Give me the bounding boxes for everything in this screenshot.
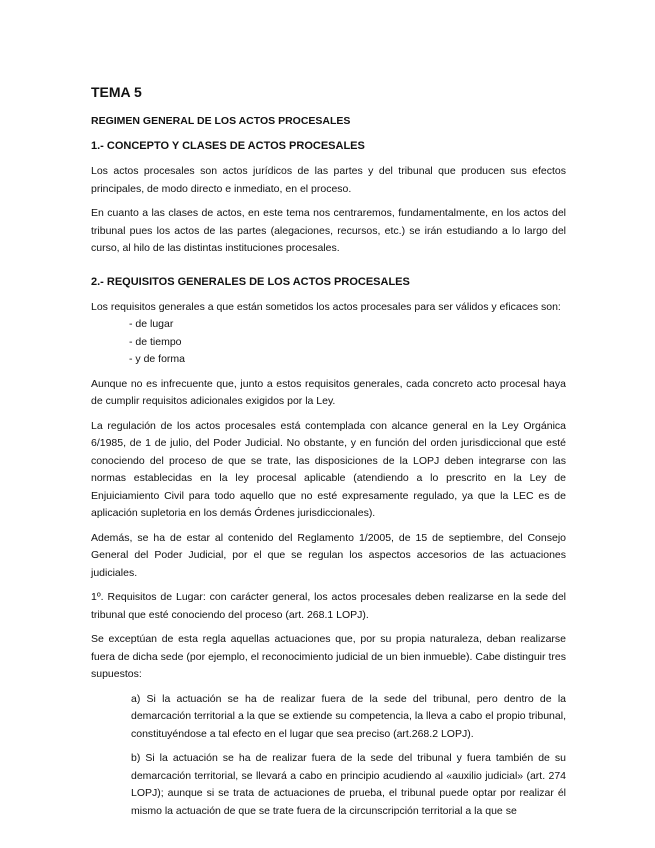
list-item: - de lugar [129, 318, 174, 330]
section-1-heading: 1.- CONCEPTO Y CLASES DE ACTOS PROCESALES [91, 140, 365, 152]
document-subtitle: REGIMEN GENERAL DE LOS ACTOS PROCESALES [91, 115, 351, 127]
supuesto-a: a) Si la actuación se ha de realizar fuera de la sede del tribunal, pero dentro de la demarcación territorial a la que se extiende su competencia, la lleva a cabo el propio tribunal, constituyéndose a tal efecto en el lugar que sea preciso (art.268.2 LOPJ). [131, 692, 566, 740]
requisitos-list [129, 316, 566, 369]
list-item: - de tiempo [129, 335, 182, 348]
supuesto-b: b) Si la actuación se ha de realizar fuera de la sede del tribunal y fuera también de su demarcación territorial, se llevará a cabo en principio acudiendo al «auxilio judicial» (art. 274 LOPJ); aunque si se trata de actuaciones de prueba, el tribunal puede optar por realizar él mismo la actuación de que se trate fuera de la circunscripción territorial a la que se [131, 752, 566, 817]
paragraph-regulacion: La regulación de los actos procesales está contemplada con alcance general en la Ley Orgánica 6/1985, de 1 de julio, del Poder Judicial. No obstante, y en función del orden jurisdiccional que esté conociendo del proceso de que se trate, las disposiciones de la LOPJ deben integrarse con las normas establecidas en la ley procesal aplicable (atendiendo a lo prescrito en la Ley de Enjuiciamiento Civil para todo aquello que no esté expresamente regulado, ya que la LEC es de aplicación supletoria en los demás Órdenes jurisdiccionales). [91, 419, 566, 519]
section-2-intro: Los requisitos generales a que están sometidos los actos procesales para ser válidos y eficaces son: [91, 300, 561, 313]
section-1-paragraph-1: Los actos procesales son actos jurídicos de las partes y del tribunal que producen sus efectos principales, de modo directo e inmediato, en el proceso. [91, 165, 566, 195]
paragraph-ademas: Además, se ha de estar al contenido del Reglamento 1/2005, de 15 de septiembre, del Consejo General del Poder Judicial, por el que se regulan los aspectos accesorios de las actuaciones judiciales. [91, 531, 566, 579]
paragraph-exceptuan: Se exceptúan de esta regla aquellas actuaciones que, por su propia naturaleza, deban realizarse fuera de dicha sede (por ejemplo, el reconocimiento judicial de un bien inmueble). Cabe distinguir tres supuestos: [91, 633, 566, 680]
section-1-paragraph-2: En cuanto a las clases de actos, en este tema nos centraremos, fundamentalmente, en los actos del tribunal pues los actos de las partes (alegaciones, recursos, etc.) se irán estudiando a lo largo del curso, al hilo de las distintas instituciones procesales. [91, 207, 566, 254]
paragraph-aunque: Aunque no es infrecuente que, junto a estos requisitos generales, cada concreto acto procesal haya de cumplir requisitos adicionales exigidos por la Ley. [91, 377, 566, 407]
tema-title: TEMA 5 [91, 84, 142, 100]
paragraph-requisitos-lugar: 1º. Requisitos de Lugar: con carácter general, los actos procesales deben realizarse en la sede del tribunal que esté conociendo del proceso (art. 268.1 LOPJ). [91, 591, 566, 621]
section-2-heading: 2.- REQUISITOS GENERALES DE LOS ACTOS PROCESALES [91, 275, 410, 288]
document-page [91, 82, 566, 827]
list-item: - y de forma [129, 353, 186, 365]
